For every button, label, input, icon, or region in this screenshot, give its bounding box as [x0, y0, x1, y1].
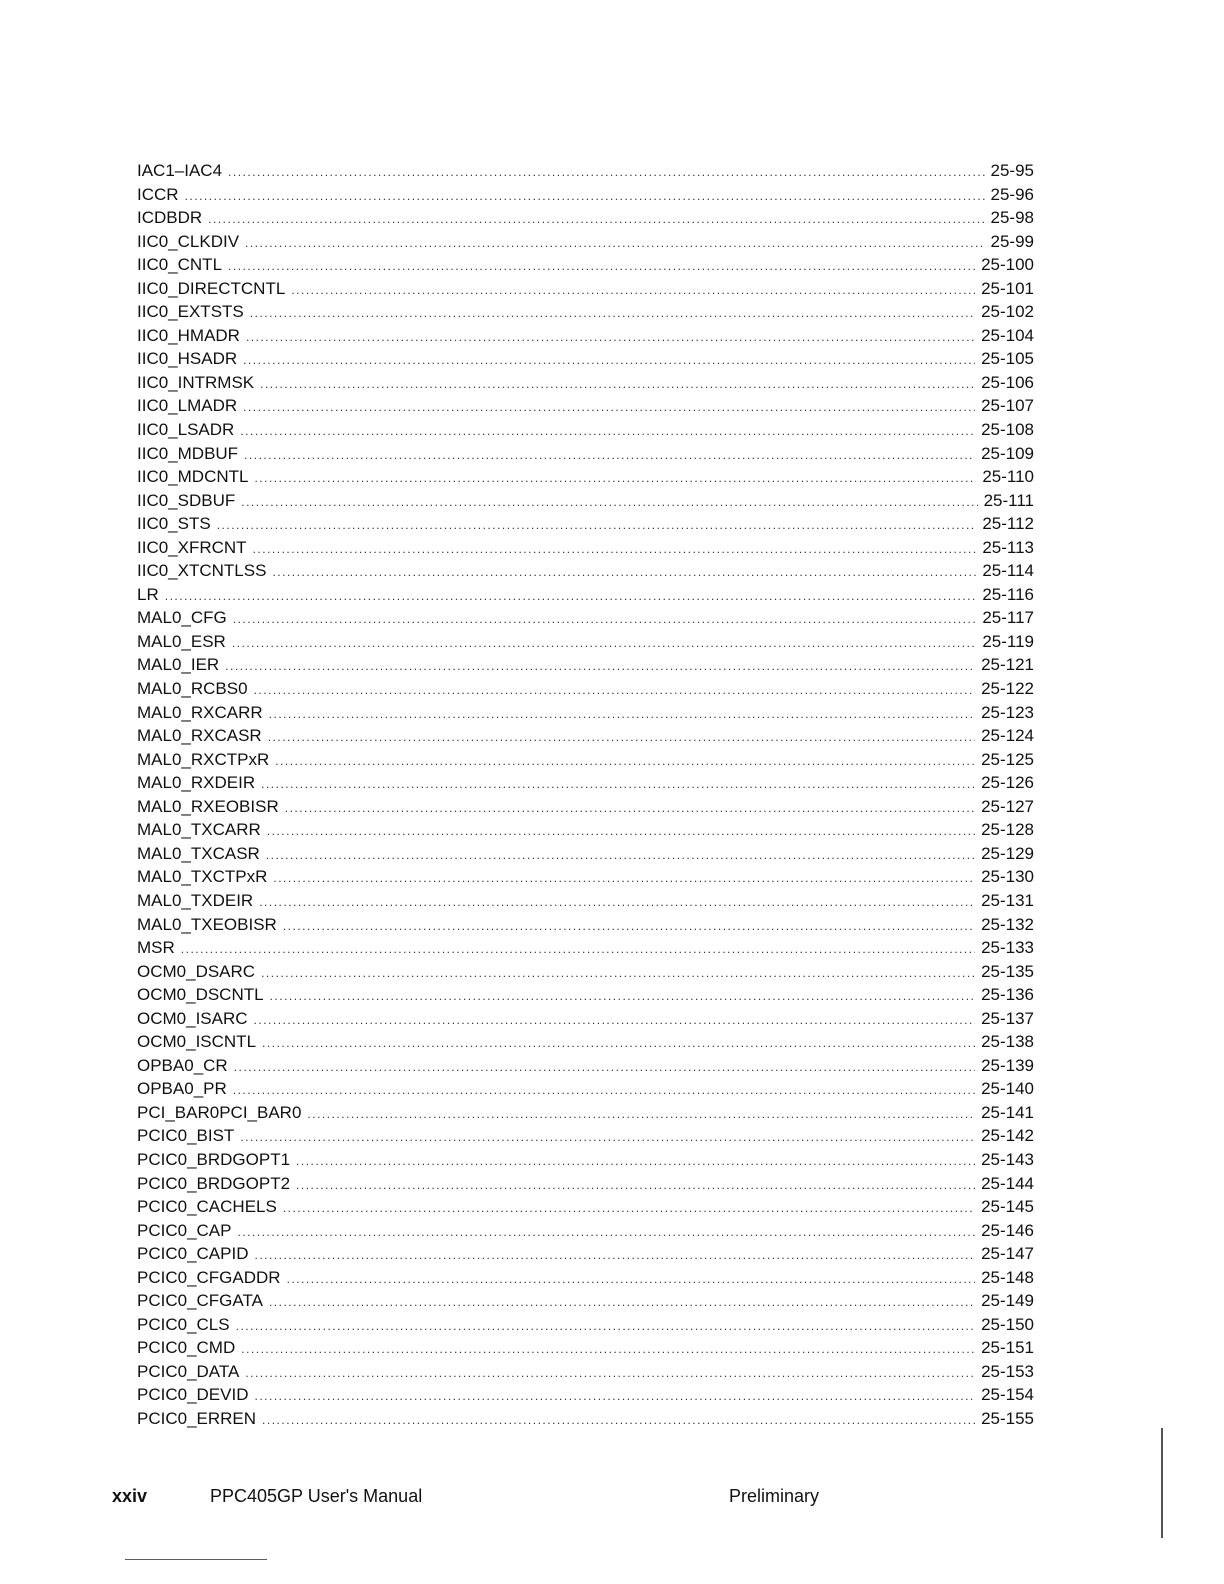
toc-entry-page: 25-128 [981, 820, 1034, 840]
toc-entry-page: 25-111 [983, 490, 1034, 510]
toc-entry-name: OPBA0_PR [137, 1079, 227, 1099]
toc-entry-page: 25-138 [981, 1032, 1034, 1052]
toc-entry-page: 25-109 [981, 443, 1034, 463]
toc-entry[interactable] [137, 1336, 1034, 1360]
toc-entry-name: IIC0_LMADR [137, 396, 238, 416]
footer-status-label: Preliminary [729, 1486, 820, 1506]
toc-entry-name: PCIC0_CFGATA [137, 1291, 263, 1311]
toc-dot-leader [185, 185, 985, 207]
toc-entry-name: PCIC0_CLS [137, 1314, 230, 1334]
toc-entry[interactable] [137, 1124, 1034, 1148]
toc-entry-name: PCIC0_BIST [137, 1126, 235, 1146]
toc-entry[interactable] [137, 489, 1034, 513]
toc-entry[interactable] [137, 1030, 1034, 1054]
toc-entry[interactable] [137, 1407, 1034, 1431]
toc-entry-name: IIC0_SDBUF [137, 490, 236, 510]
toc-dot-leader [246, 326, 975, 348]
toc-entry-page: 25-125 [981, 749, 1034, 769]
toc-entry-page: 25-108 [981, 420, 1034, 440]
toc-entry-name: IIC0_STS [137, 514, 211, 534]
toc-entry[interactable] [137, 300, 1034, 324]
toc-entry[interactable] [137, 842, 1034, 866]
toc-entry-page: 25-122 [981, 679, 1034, 699]
toc-entry-page: 25-124 [981, 726, 1034, 746]
toc-entry-name: MAL0_ESR [137, 631, 226, 651]
toc-entry-page: 25-101 [981, 278, 1034, 298]
toc-entry[interactable] [137, 277, 1034, 301]
toc-entry-page: 25-148 [981, 1267, 1034, 1287]
toc-entry-page: 25-150 [981, 1314, 1034, 1334]
toc-dot-leader [283, 915, 975, 937]
toc-entry-name: PCI_BAR0PCI_BAR0 [137, 1102, 302, 1122]
toc-entry-name: MAL0_IER [137, 655, 220, 675]
toc-entry[interactable] [137, 159, 1034, 183]
scan-edge-mark [1161, 1428, 1163, 1538]
toc-dot-leader [268, 726, 975, 748]
toc-dot-leader [233, 1079, 975, 1101]
toc-entry-page: 25-154 [981, 1385, 1034, 1405]
toc-entry[interactable] [137, 1148, 1034, 1172]
toc-entry-name: IIC0_MDBUF [137, 443, 239, 463]
toc-entry-page: 25-155 [981, 1408, 1034, 1428]
toc-entry-name: IIC0_EXTSTS [137, 302, 244, 322]
toc-dot-leader [287, 1268, 975, 1290]
toc-entry[interactable] [137, 1360, 1034, 1384]
toc-dot-leader [269, 703, 975, 725]
toc-entry-page: 25-141 [981, 1102, 1034, 1122]
toc-entry-page: 25-114 [982, 561, 1034, 581]
toc-entry-page: 25-145 [981, 1197, 1034, 1217]
toc-entry[interactable] [137, 653, 1034, 677]
toc-entry-name: OCM0_DSARC [137, 961, 256, 981]
toc-entry-page: 25-107 [981, 396, 1034, 416]
toc-entry[interactable] [137, 442, 1034, 466]
toc-entry[interactable] [137, 630, 1034, 654]
toc-dot-leader [254, 1385, 975, 1407]
toc-entry[interactable] [137, 724, 1034, 748]
toc-entry[interactable] [137, 512, 1034, 536]
toc-entry-name: PCIC0_DEVID [137, 1385, 249, 1405]
toc-entry[interactable] [137, 347, 1034, 371]
toc-dot-leader [228, 161, 984, 183]
toc-entry-page: 25-123 [981, 702, 1034, 722]
toc-dot-leader [254, 1244, 975, 1266]
toc-entry-name: PCIC0_DATA [137, 1361, 240, 1381]
toc-entry[interactable] [137, 1242, 1034, 1266]
toc-entry-page: 25-95 [990, 161, 1034, 180]
toc-entry-name: MAL0_RXEOBISR [137, 796, 279, 816]
toc-dot-leader [165, 585, 977, 607]
toc-dot-leader [240, 1126, 975, 1148]
footer-page-number: xxiv [112, 1486, 148, 1506]
toc-entry-page: 25-130 [981, 867, 1034, 887]
toc-dot-leader [260, 373, 975, 395]
toc-entry-name: MSR [137, 938, 175, 958]
toc-entry[interactable] [137, 1054, 1034, 1078]
page-footer [0, 1484, 1224, 1508]
toc-entry[interactable] [137, 324, 1034, 348]
toc-entry-page: 25-132 [981, 914, 1034, 934]
toc-entry-page: 25-149 [981, 1291, 1034, 1311]
toc-entry[interactable] [137, 913, 1034, 937]
toc-entry-name: PCIC0_ERREN [137, 1408, 257, 1428]
toc-list [137, 159, 1034, 1431]
toc-entry[interactable] [137, 230, 1034, 254]
toc-entry[interactable] [137, 418, 1034, 442]
toc-entry[interactable] [137, 1383, 1034, 1407]
toc-dot-leader [307, 1103, 975, 1125]
toc-entry-page: 25-147 [981, 1244, 1034, 1264]
toc-entry-page: 25-99 [990, 231, 1034, 251]
toc-entry-page: 25-131 [981, 890, 1034, 910]
toc-entry[interactable] [137, 371, 1034, 395]
toc-dot-leader [283, 1197, 975, 1219]
toc-dot-leader [254, 679, 976, 701]
toc-entry-name: ICDBDR [137, 208, 203, 228]
toc-entry-page: 25-113 [982, 537, 1034, 557]
toc-entry-page: 25-153 [981, 1361, 1034, 1381]
toc-entry[interactable] [137, 960, 1034, 984]
toc-entry-page: 25-116 [982, 584, 1034, 604]
toc-entry-name: MAL0_RXDEIR [137, 773, 256, 793]
toc-entry-name: IIC0_HMADR [137, 325, 240, 345]
toc-entry-name: PCIC0_BRDGOPT1 [137, 1149, 291, 1169]
toc-entry-name: OCM0_ISARC [137, 1008, 248, 1028]
toc-dot-leader [259, 891, 975, 913]
toc-entry[interactable] [137, 465, 1034, 489]
toc-dot-leader [237, 1221, 975, 1243]
toc-dot-leader [254, 1009, 976, 1031]
toc-entry-page: 25-146 [981, 1220, 1034, 1240]
toc-entry-page: 25-117 [982, 608, 1034, 628]
toc-entry-name: MAL0_TXDEIR [137, 890, 254, 910]
toc-entry-page: 25-110 [982, 467, 1034, 487]
toc-dot-leader [273, 867, 975, 889]
toc-entry-page: 25-142 [981, 1126, 1034, 1146]
toc-entry-name: MAL0_RXCARR [137, 702, 263, 722]
toc-dot-leader [225, 655, 975, 677]
toc-entry-name: OPBA0_CR [137, 1055, 228, 1075]
toc-dot-leader [244, 444, 975, 466]
toc-dot-leader [269, 1291, 975, 1313]
toc-entry[interactable] [137, 394, 1034, 418]
toc-entry-page: 25-119 [982, 631, 1034, 651]
toc-entry[interactable] [137, 889, 1034, 913]
toc-entry-name: IAC1–IAC4 [137, 161, 223, 180]
toc-dot-leader [262, 1032, 975, 1054]
toc-entry-name: IIC0_CLKDIV [137, 231, 240, 251]
toc-dot-leader [236, 1315, 975, 1337]
toc-dot-leader [253, 538, 977, 560]
toc-entry-page: 25-143 [981, 1149, 1034, 1169]
toc-dot-leader [245, 1362, 975, 1384]
toc-entry[interactable] [137, 1313, 1034, 1337]
toc-entry-name: IIC0_INTRMSK [137, 372, 255, 392]
toc-dot-leader [275, 750, 975, 772]
toc-entry[interactable] [137, 701, 1034, 725]
toc-entry[interactable] [137, 677, 1034, 701]
toc-dot-leader [261, 962, 975, 984]
toc-entry-page: 25-100 [981, 255, 1034, 275]
toc-entry[interactable] [137, 771, 1034, 795]
toc-entry-page: 25-96 [990, 184, 1034, 204]
toc-entry[interactable] [137, 536, 1034, 560]
toc-dot-leader [208, 208, 984, 230]
toc-dot-leader [232, 632, 976, 654]
toc-dot-leader [228, 255, 975, 277]
toc-entry-name: ICCR [137, 184, 179, 204]
toc-entry-page: 25-129 [981, 843, 1034, 863]
toc-entry-name: MAL0_RCBS0 [137, 679, 248, 699]
toc-entry[interactable] [137, 1007, 1034, 1031]
toc-entry-name: MAL0_TXEOBISR [137, 914, 277, 934]
toc-entry-name: MAL0_RXCASR [137, 726, 262, 746]
toc-entry-name: LR [137, 584, 159, 604]
toc-entry[interactable] [137, 206, 1034, 230]
toc-entry-name: IIC0_DIRECTCNTL [137, 278, 286, 298]
toc-entry[interactable] [137, 559, 1034, 583]
toc-dot-leader [181, 938, 975, 960]
toc-entry-page: 25-135 [981, 961, 1034, 981]
toc-dot-leader [254, 467, 976, 489]
toc-entry[interactable] [137, 606, 1034, 630]
toc-entry[interactable] [137, 1219, 1034, 1243]
toc-entry-page: 25-140 [981, 1079, 1034, 1099]
toc-dot-leader [243, 396, 975, 418]
toc-entry-page: 25-104 [981, 325, 1034, 345]
toc-dot-leader [240, 420, 975, 442]
toc-entry-page: 25-112 [982, 514, 1034, 534]
toc-entry-page: 25-121 [981, 655, 1034, 675]
toc-entry-name: IIC0_HSADR [137, 349, 238, 369]
toc-entry[interactable] [137, 865, 1034, 889]
toc-dot-leader [270, 985, 975, 1007]
toc-entry-name: IIC0_LSADR [137, 420, 235, 440]
toc-entry[interactable] [137, 1266, 1034, 1290]
toc-entry[interactable] [137, 795, 1034, 819]
toc-entry-page: 25-136 [981, 985, 1034, 1005]
toc-entry-page: 25-98 [990, 208, 1034, 228]
toc-dot-leader [233, 608, 977, 630]
toc-entry-name: IIC0_XFRCNT [137, 537, 247, 557]
toc-entry-name: OCM0_DSCNTL [137, 985, 264, 1005]
toc-entry-page: 25-126 [981, 773, 1034, 793]
toc-entry[interactable] [137, 1077, 1034, 1101]
toc-entry[interactable] [137, 183, 1034, 207]
toc-dot-leader [243, 349, 975, 371]
toc-dot-leader [262, 1409, 975, 1431]
toc-dot-leader [267, 820, 975, 842]
toc-dot-leader [296, 1150, 975, 1172]
toc-entry-name: PCIC0_CFGADDR [137, 1267, 281, 1287]
toc-entry-name: PCIC0_CACHELS [137, 1197, 277, 1217]
toc-entry-name: MAL0_TXCTPxR [137, 867, 268, 887]
toc-entry-page: 25-105 [981, 349, 1034, 369]
toc-dot-leader [241, 491, 977, 513]
toc-entry-page: 25-106 [981, 372, 1034, 392]
toc-dot-leader [217, 514, 977, 536]
toc-dot-leader [245, 232, 984, 254]
toc-entry-name: PCIC0_CMD [137, 1338, 236, 1358]
footer-manual-title: PPC405GP User's Manual [210, 1486, 423, 1506]
toc-entry-name: IIC0_CNTL [137, 255, 223, 275]
toc-entry-page: 25-137 [981, 1008, 1034, 1028]
toc-entry-name: OCM0_ISCNTL [137, 1032, 257, 1052]
toc-dot-leader [234, 1056, 975, 1078]
toc-entry-page: 25-127 [981, 796, 1034, 816]
toc-entry[interactable] [137, 748, 1034, 772]
toc-dot-leader [272, 561, 976, 583]
toc-entry-page: 25-151 [981, 1338, 1034, 1358]
toc-entry-page: 25-139 [981, 1055, 1034, 1075]
toc-entry[interactable] [137, 1101, 1034, 1125]
toc-entry-name: PCIC0_CAPID [137, 1244, 249, 1264]
toc-entry[interactable] [137, 983, 1034, 1007]
toc-dot-leader [296, 1174, 975, 1196]
toc-entry-page: 25-102 [981, 302, 1034, 322]
toc-entry-name: PCIC0_CAP [137, 1220, 232, 1240]
toc-entry[interactable] [137, 936, 1034, 960]
toc-entry[interactable] [137, 1195, 1034, 1219]
toc-entry-name: PCIC0_BRDGOPT2 [137, 1173, 291, 1193]
toc-entry-page: 25-133 [981, 938, 1034, 958]
toc-dot-leader [241, 1338, 975, 1360]
toc-entry-name: MAL0_TXCASR [137, 843, 260, 863]
toc-dot-leader [266, 844, 975, 866]
toc-dot-leader [250, 302, 975, 324]
toc-entry[interactable] [137, 818, 1034, 842]
toc-entry-name: MAL0_CFG [137, 608, 227, 628]
toc-entry[interactable] [137, 253, 1034, 277]
toc-dot-leader [261, 773, 975, 795]
toc-dot-leader [285, 797, 975, 819]
toc-entry[interactable] [137, 1289, 1034, 1313]
bottom-rule [125, 1559, 267, 1560]
toc-entry-name: IIC0_MDCNTL [137, 467, 249, 487]
toc-entry-name: IIC0_XTCNTLSS [137, 561, 267, 581]
toc-dot-leader [291, 279, 975, 301]
toc-entry-name: MAL0_RXCTPxR [137, 749, 270, 769]
toc-entry-name: MAL0_TXCARR [137, 820, 261, 840]
toc-entry-page: 25-144 [981, 1173, 1034, 1193]
toc-entry[interactable] [137, 583, 1034, 607]
toc-entry[interactable] [137, 1172, 1034, 1196]
